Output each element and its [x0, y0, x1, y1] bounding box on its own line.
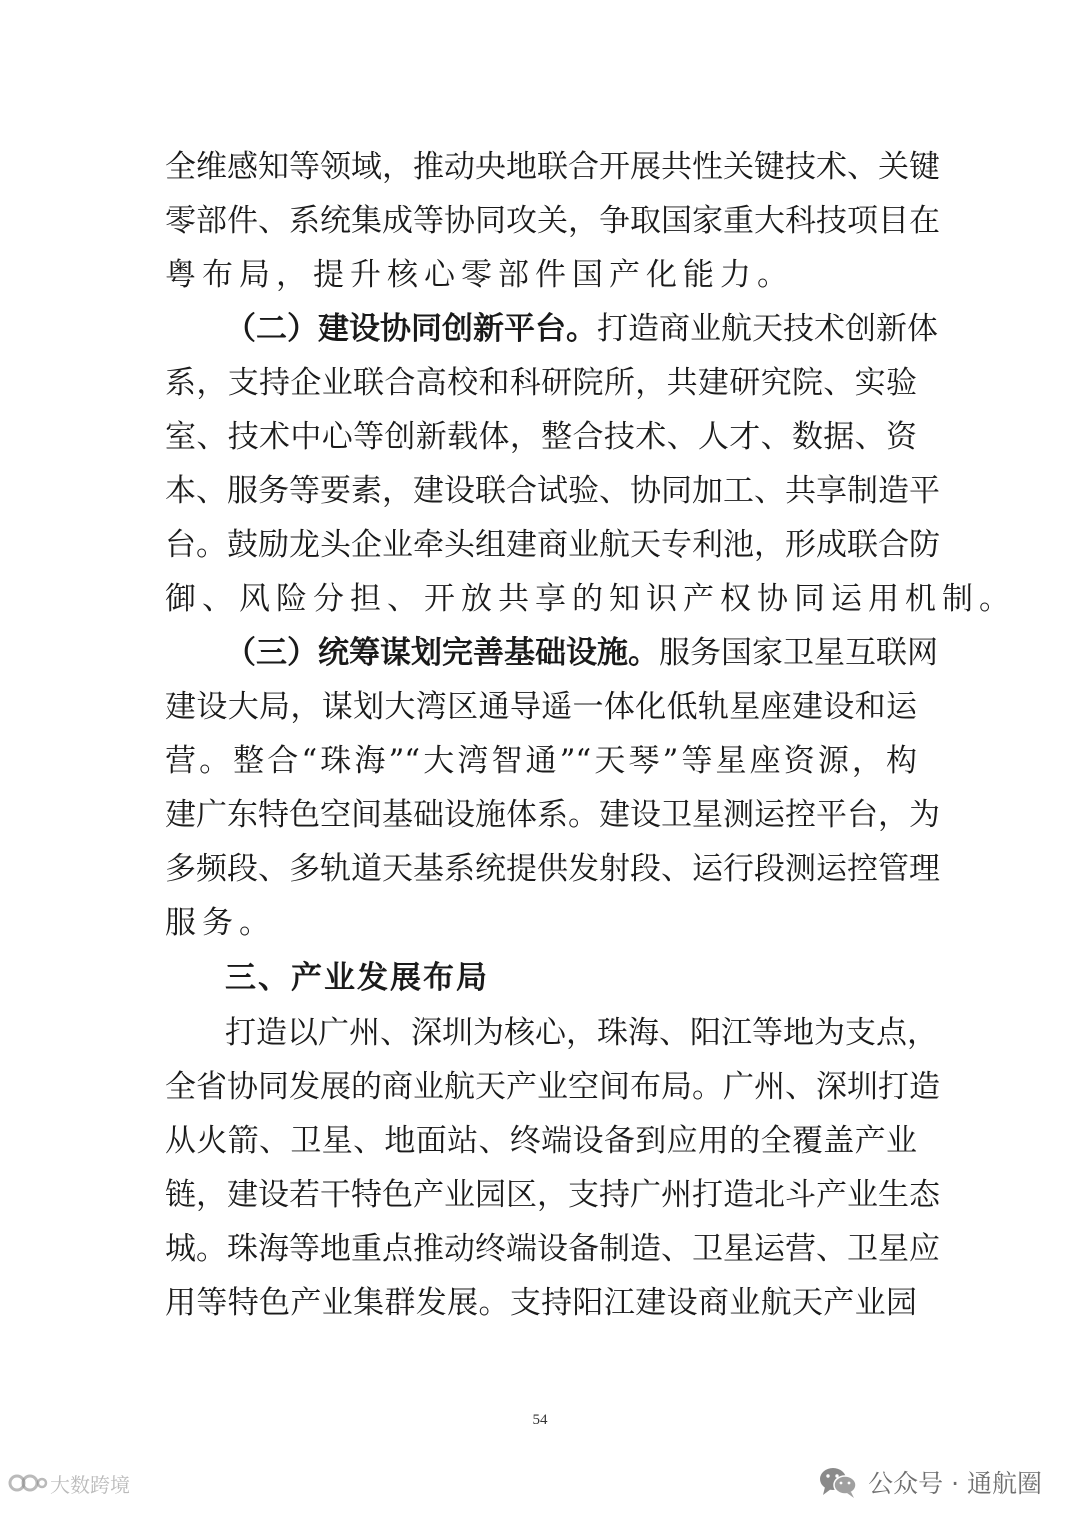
paragraph-continued — [165, 140, 940, 302]
text-line: 全维感知等领域，推动央地联合开展共性关键技术、关键 — [165, 149, 940, 185]
text-line: 零部件、系统集成等协同攻关，争取国家重大科技项目在 — [165, 203, 940, 239]
watermark-left — [8, 1463, 130, 1503]
text-line: 御、风险分担、开放共享的知识产权协同运用机制。 — [165, 581, 1016, 617]
text-line: （二）建设协同创新平台。打造商业航天技术创新体 — [225, 311, 938, 347]
text-line: 建广东特色空间基础设施体系。建设卫星测运控平台，为 — [165, 797, 940, 833]
section-subheading: （二）建设协同创新平台。 — [225, 311, 597, 347]
section-heading: 三、产业发展布局 — [225, 960, 489, 996]
text-line: 室、技术中心等创新载体，整合技术、人才、数据、资 — [165, 419, 917, 455]
wechat-icon — [818, 1465, 858, 1499]
text-line: 本、服务等要素，建设联合试验、协同加工、共享制造平 — [165, 473, 940, 509]
document-body — [165, 140, 1016, 1330]
watermark-right — [818, 1460, 1042, 1504]
section-subheading: （三）统筹谋划完善基础设施。 — [225, 635, 659, 671]
text-line: 用等特色产业集群发展。支持阳江建设商业航天产业园 — [165, 1285, 917, 1321]
text-line: 多频段、多轨道天基系统提供发射段、运行段测运控管理 — [165, 851, 940, 887]
watermark-right-text: 公众号 · 通航圈 — [868, 1469, 1042, 1498]
text-line: 建设大局，谋划大湾区通导遥一体化低轨星座建设和运 — [165, 689, 917, 725]
text-line: 城。珠海等地重点推动终端设备制造、卫星运营、卫星应 — [165, 1231, 940, 1267]
text-line: （三）统筹谋划完善基础设施。服务国家卫星互联网 — [225, 635, 938, 671]
text-line: 系，支持企业联合高校和科研院所，共建研究院、实验 — [165, 365, 917, 401]
text-line: 粤布局，提升核心零部件国产化能力。 — [165, 257, 794, 293]
text-line: 打造以广州、深圳为核心，珠海、阳江等地为支点， — [225, 1015, 938, 1051]
text-line: 服务。 — [165, 905, 276, 941]
paragraph-industry-layout — [165, 1006, 940, 1330]
text-line: 全省协同发展的商业航天产业空间布局。广州、深圳打造 — [165, 1069, 940, 1105]
text-line: 营。整合“珠海”“大湾智通”“天琴”等星座资源，构 — [165, 743, 917, 779]
watermark-left-text: 大数跨境 — [50, 1472, 130, 1497]
text-line: 台。鼓励龙头企业牵头组建商业航天专利池，形成联合防 — [165, 527, 940, 563]
dashuju-logo-icon — [8, 1470, 48, 1496]
text-line: 链，建设若干特色产业园区，支持广州打造北斗产业生态 — [165, 1177, 940, 1213]
paragraph-innovation-platform — [165, 302, 1016, 626]
page-number: 54 — [532, 1412, 548, 1428]
paragraph-infrastructure — [165, 626, 940, 950]
text-line: 从火箭、卫星、地面站、终端设备到应用的全覆盖产业 — [165, 1123, 917, 1159]
